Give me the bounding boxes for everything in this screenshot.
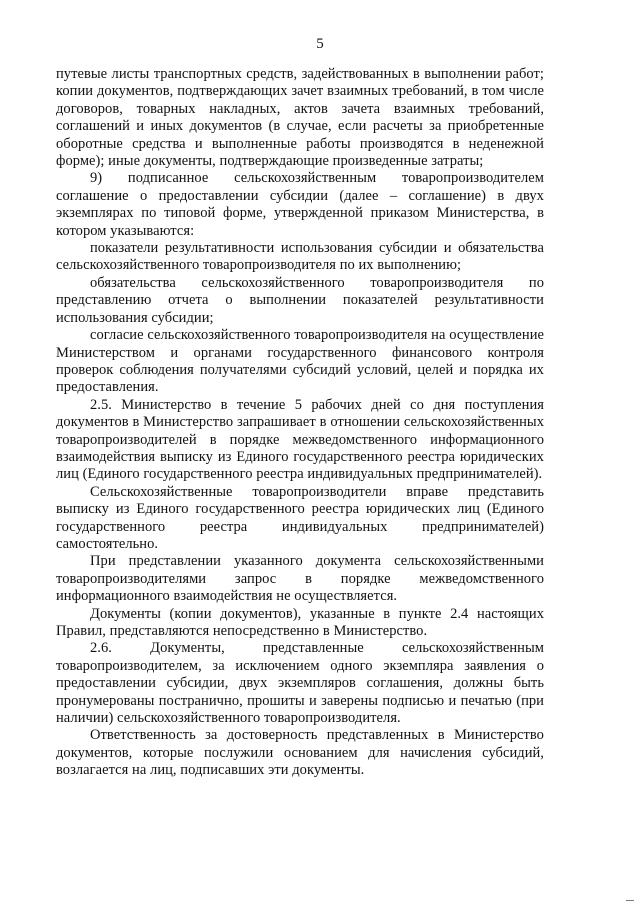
paragraph-item-9-agreement: 9) подписанное сельскохозяйственным товаропроизводителем соглашение о предоставлении субсидии (далее – соглашение) в двух экземплярах по типовой форме, утвержденной приказом Министерства, в котором указываются: (56, 170, 544, 239)
paragraph-no-interagency-request: При представлении указанного документа сельскохозяйственными товаропроизводителями запрос в порядке межведомственного информационного взаимодействия не осуществляется. (56, 553, 544, 605)
paragraph-direct-submission: Документы (копии документов), указанные в пункте 2.4 настоящих Правил, представляются непосредственно в Министерство. (56, 605, 544, 639)
page-number: 5 (316, 36, 324, 52)
scan-edge-mark (626, 900, 634, 901)
paragraph-responsibility: Ответственность за достоверность представленных в Министерство документов, которые послужили основанием для начисления субсидий, возлагается на лиц, подписавших эти документы. (56, 727, 544, 779)
paragraph-report-obligations: обязательства сельскохозяйственного товаропроизводителя по представлению отчета о выполнении показателей результативности использования субсидии; (56, 274, 544, 326)
paragraph-section-2-5: 2.5. Министерство в течение 5 рабочих дней со дня поступления документов в Министерство запрашивает в отношении сельскохозяйственных товаропроизводителей в порядке межведомственного информационного взаимодействия выписку из Единого государственного реестра юридических лиц (Единого государственного реестра индивидуальных предпринимателей). (56, 396, 544, 483)
paragraph-consent-to-inspection: согласие сельскохозяйственного товаропроизводителя на осуществление Министерством и органами государственного финансового контроля проверок соблюдения получателями субсидий условий, целей и порядка их предоставления. (56, 327, 544, 396)
paragraph-supporting-documents: путевые листы транспортных средств, задействованных в выполнении работ; копии документов, подтверждающих зачет взаимных требований, в том числе договоров, товарных накладных, актов зачета взаимных требований, соглашений и иных документов (в случае, если расчеты за приобретенные оборотные средства и выполненные работы производятся в неденежной форме); иные документы, подтверждающие произведенные затраты; (56, 66, 544, 170)
paragraph-self-submission: Сельскохозяйственные товаропроизводители вправе представить выписку из Единого государственного реестра юридических лиц (Единого государственного реестра индивидуальных предпринимателей) самостоятельно. (56, 483, 544, 552)
document-body (56, 66, 544, 780)
paragraph-performance-indicators: показатели результативности использования субсидии и обязательства сельскохозяйственного товаропроизводителя по их выполнению; (56, 240, 544, 274)
paragraph-section-2-6: 2.6. Документы, представленные сельскохозяйственным товаропроизводителем, за исключением одного экземпляра заявления о предоставлении субсидии, двух экземпляров соглашения, должны быть пронумерованы постранично, прошиты и заверены подписью и печатью (при наличии) сельскохозяйственного товаропроизводителя. (56, 640, 544, 727)
